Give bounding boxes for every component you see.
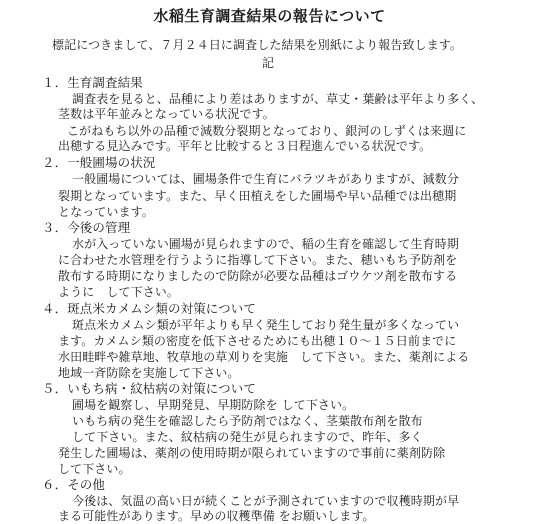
section-3-heading: ３．今後の管理 <box>42 220 131 235</box>
intro-text: 標記につきまして、７月２４日に調査した結果を別紙により報告致します。 <box>52 38 462 52</box>
section-1-line-1: 調査表を見ると、品種により差はありますが、草丈・葉齢は平年より多く、 <box>72 92 484 106</box>
section-5-line-1: 圃場を観察し、早期発見、早期防除を して下さい。 <box>72 398 355 412</box>
section-6-line-1: 今後は、気温の高い日が続くことが予測されていますので収穫時期が早 <box>72 494 460 508</box>
section-4-line-2: ます。カメムシ類の密度を低下させるためにも出穂１０～１５日前までに <box>58 334 457 348</box>
ki-mark: 記 <box>262 56 275 70</box>
section-1-line-3: こがねもち以外の品種で減数分裂期となっており、銀河のしずくは来週に <box>67 124 467 138</box>
document-title: 水稲生育調査結果の報告について <box>153 7 386 25</box>
section-4-line-4: 地域一斉防除を実施して下さい。 <box>58 366 240 380</box>
section-3-line-4: ように して下さい。 <box>58 285 180 299</box>
section-6-line-2: まる可能性があります。早めの収穫準備 をお願いします。 <box>58 509 375 523</box>
section-1-heading: １．生育調査結果 <box>42 75 143 90</box>
section-5-line-3: して下さい。また、紋枯病の発生が見られますので、昨年、多く <box>72 430 423 444</box>
section-1-line-2: 茎数は平年並みとなっている状況です。 <box>58 107 275 121</box>
section-5-line-2: いもち病の発生を確認したら予防剤ではなく、茎葉散布剤を散布 <box>72 414 423 428</box>
section-2-line-2: 裂期となっています。また、早く田植えをした圃場や早い品種では出穂期 <box>58 189 457 203</box>
section-2-line-3: となっています。 <box>58 205 154 219</box>
section-3-line-3: 散布する時期になりましたので防除が必要な品種はゴウケツ剤を散布する <box>58 269 458 283</box>
section-5-line-4: 発生した圃場は、薬剤の使用時期が限られていますので事前に薬剤防除 <box>58 446 446 460</box>
section-5-heading: ５．いもち病・紋枯病の対策について <box>42 381 256 396</box>
section-4-heading: ４．斑点米カメムシ類の対策について <box>42 301 256 316</box>
section-3-line-2: に合わせた水管理を行うように指導して下さい。また、穂いもち予防剤を <box>58 253 458 267</box>
section-5-line-5: して下さい。 <box>58 462 131 476</box>
section-1-line-4: 出穂する見込みです。平年と比較すると３日程進んでいる状況です。 <box>58 139 432 153</box>
section-2-heading: ２．一般圃場の状況 <box>42 155 156 170</box>
section-4-line-1: 斑点米カメムシ類が平年よりも早く発生しており発生量が多くなってい <box>72 318 460 332</box>
section-2-line-1: 一般圃場については、圃場条件で生育にバラツキがありますが、減数分 <box>72 172 459 186</box>
section-4-line-3: 水田畦畔や雑草地、牧草地の草刈りを実施 して下さい。また、薬剤による <box>58 350 470 364</box>
section-3-line-1: 水が入っていない圃場が見られますので、稲の生育を確認して生育時期 <box>72 237 459 251</box>
section-6-heading: ６．その他 <box>42 477 106 492</box>
